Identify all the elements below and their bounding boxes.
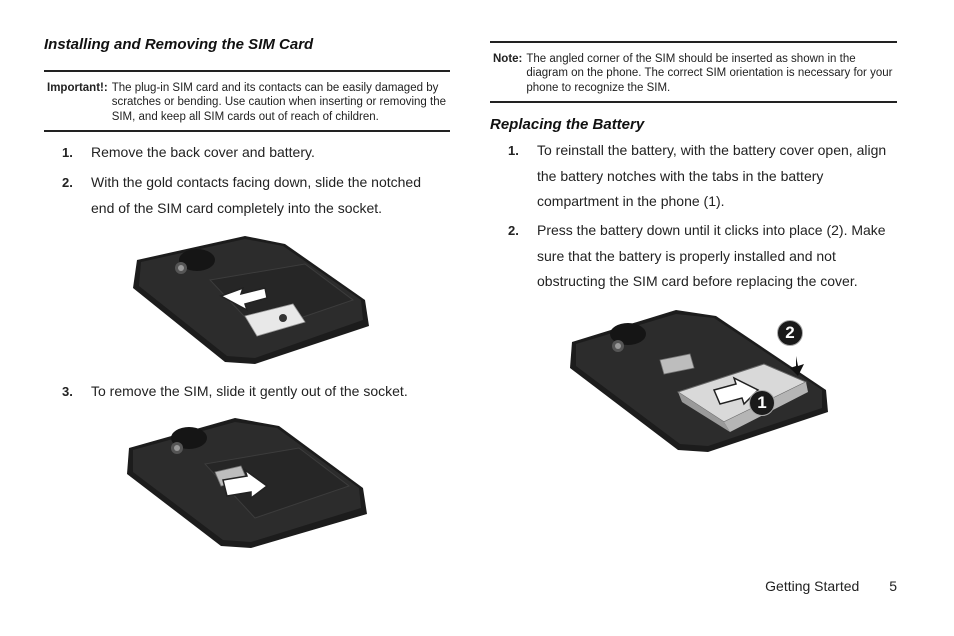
- battery-step-2: [508, 218, 898, 295]
- section-heading-battery: Replacing the Battery: [490, 116, 645, 133]
- step-text: To reinstall the battery, with the battery cover open, align the battery notches with the tabs in the battery compartment in the phone (1).: [537, 142, 887, 209]
- note-callout: [490, 41, 897, 103]
- page-footer: [765, 578, 897, 594]
- section-heading-sim: Installing and Removing the SIM Card: [44, 36, 314, 53]
- step-number: 2.: [62, 175, 73, 190]
- note-text: The angled corner of the SIM should be inserted as shown in the diagram on the phone. The correct SIM orientation is necessary for your phone to recognize the SIM.: [526, 53, 893, 94]
- sim-step-3: [62, 379, 434, 405]
- note-label: Note:: [493, 53, 523, 65]
- step-text: Press the battery down until it clicks into place (2). Make sure that the battery is properly installed and not obstructing the SIM card before replacing the cover.: [537, 222, 886, 289]
- callout-marker-2: [777, 320, 803, 346]
- step-text: To remove the SIM, slide it gently out of the socket.: [91, 383, 408, 399]
- figure-replace-battery: [568, 304, 833, 454]
- step-number: 1.: [508, 143, 519, 158]
- important-callout: [44, 70, 450, 132]
- sim-step-2: [62, 170, 434, 221]
- battery-step-1: [508, 138, 898, 215]
- callout-marker-1: [749, 390, 775, 416]
- callout-1-label: 1: [757, 393, 767, 412]
- step-number: 2.: [508, 223, 519, 238]
- callout-2-label: 2: [785, 323, 795, 342]
- footer-section: Getting Started: [765, 578, 860, 594]
- figure-insert-sim: [125, 230, 375, 368]
- important-text: The plug-in SIM card and its contacts can be easily damaged by scratches or bending. Use caution when inserting or removing the SIM, and keep all SIM cards out of reach of children.: [111, 82, 447, 123]
- figure-remove-sim: [123, 414, 373, 552]
- phone-remove-sim-illustration: [123, 414, 373, 552]
- step-number: 3.: [62, 384, 73, 399]
- step-number: 1.: [62, 145, 73, 160]
- important-label: Important!:: [47, 82, 108, 94]
- phone-insert-sim-illustration: [125, 230, 375, 368]
- step-text: With the gold contacts facing down, slide the notched end of the SIM card completely into the socket.: [91, 174, 421, 216]
- sim-step-1: [62, 140, 434, 166]
- page-number: 5: [889, 578, 897, 594]
- step-text: Remove the back cover and battery.: [91, 144, 315, 160]
